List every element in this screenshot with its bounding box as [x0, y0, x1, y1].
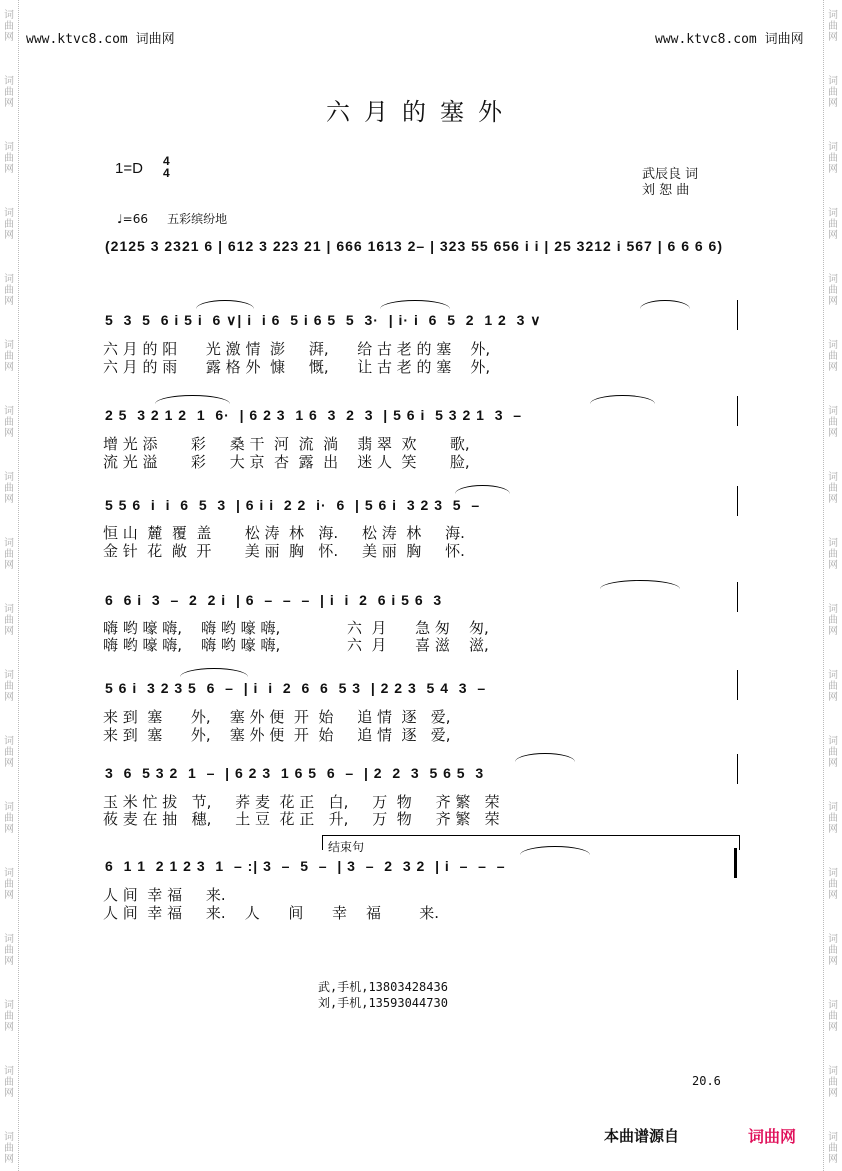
watermark-glyph: 词 曲 网	[4, 736, 14, 769]
contact-line-1: 武,手机,13803428436	[318, 980, 448, 994]
system-7-lyric-verse-1: 人 间 幸 福 来.	[103, 886, 226, 904]
watermark-glyph: 词 曲 网	[828, 538, 838, 571]
watermark-glyph: 词 曲 网	[828, 604, 838, 637]
left-margin-strip	[0, 0, 19, 1171]
watermark-glyph: 词 曲 网	[4, 10, 14, 43]
lyricist-credit: 武辰良 词	[642, 167, 699, 182]
time-signature-top: 4	[163, 154, 170, 168]
composer-credit: 刘 恕 曲	[642, 183, 690, 198]
slur	[155, 395, 230, 404]
watermark-glyph: 词 曲 网	[4, 406, 14, 439]
barline	[737, 396, 738, 426]
tempo-value: ♩=66	[117, 212, 148, 226]
time-signature	[163, 155, 170, 179]
system-1-lyric-verse-1: 六 月 的 阳 光 激 情 澎 湃, 给 古 老 的 塞 外,	[103, 340, 491, 358]
header-left-url[interactable]: www.ktvc8.com 词曲网	[26, 32, 175, 47]
system-2-lyric-verse-2: 流 光 溢 彩 大 京 杏 露 出 迷 人 笑 脸,	[103, 453, 470, 471]
expression-text: 五彩缤纷地	[167, 212, 228, 226]
footer-source-text: 本曲谱源自	[604, 1127, 680, 1145]
barline	[737, 670, 738, 700]
system-7-lyric-verse-2: 人 间 幸 福 来. 人 间 幸 福 来.	[103, 904, 439, 922]
watermark-glyph: 词 曲 网	[4, 142, 14, 175]
watermark-glyph: 词 曲 网	[828, 10, 838, 43]
contact-line-2: 刘,手机,13593044730	[318, 996, 448, 1010]
watermark-glyph: 词 曲 网	[4, 802, 14, 835]
system-2-notes: 2 5 3 2 1 2 1 6· | 6 2 3 1 6 3 2 3 | 5 6 i 5 3 2 1 3 –	[105, 407, 523, 423]
system-4-notes: 6 6 i 3 – 2 2 i | 6 – – – | i i 2 6 i 5 6 3	[105, 592, 443, 608]
system-1-notes: 5 3 5 6 i 5 i 6 ∨| i i 6 5 i 6 5 5 3· | i· i 6 5 2 1 2 3 ∨	[105, 312, 542, 328]
slur	[455, 485, 510, 494]
slur	[515, 753, 575, 762]
final-barline	[734, 848, 737, 878]
watermark-glyph: 词 曲 网	[828, 208, 838, 241]
ending-label: 结束句	[328, 840, 365, 854]
watermark-glyph: 词 曲 网	[4, 208, 14, 241]
system-7-notes: 6 1 1 2 1 2 3 1 – :| 3 – 5 – | 3 – 2 3 2 | i – – –	[105, 858, 506, 874]
watermark-glyph: 词 曲 网	[828, 340, 838, 373]
barline	[737, 486, 738, 516]
watermark-glyph: 词 曲 网	[4, 472, 14, 505]
slur	[196, 300, 254, 309]
watermark-glyph: 词 曲 网	[828, 1132, 838, 1165]
system-6-notes: 3 6 5 3 2 1 – | 6 2 3 1 6 5 6 – | 2 2 3 5 6 5 3	[105, 765, 485, 781]
system-4-lyric-verse-1: 嗨 哟 嚎 嗨, 嗨 哟 嚎 嗨, 六 月 急 匆 匆,	[103, 619, 489, 637]
slur	[600, 580, 680, 589]
right-margin-strip	[823, 0, 842, 1171]
date-stamp: 20.6	[692, 1074, 721, 1088]
slur	[380, 300, 450, 309]
system-2-lyric-verse-1: 增 光 添 彩 桑 干 河 流 淌 翡 翠 欢 歌,	[103, 435, 470, 453]
watermark-glyph: 词 曲 网	[4, 1132, 14, 1165]
system-5-lyric-verse-1: 来 到 塞 外, 塞 外 便 开 始 追 情 逐 爱,	[103, 708, 451, 726]
watermark-glyph: 词 曲 网	[828, 1066, 838, 1099]
system-5-lyric-verse-2: 来 到 塞 外, 塞 外 便 开 始 追 情 逐 爱,	[103, 726, 451, 744]
watermark-glyph: 词 曲 网	[4, 670, 14, 703]
watermark-glyph: 词 曲 网	[828, 868, 838, 901]
time-signature-bottom: 4	[163, 166, 170, 180]
watermark-glyph: 词 曲 网	[4, 1066, 14, 1099]
tempo-mark	[117, 210, 227, 227]
slur	[180, 668, 248, 677]
watermark-glyph: 词 曲 网	[828, 76, 838, 109]
watermark-glyph: 词 曲 网	[4, 1000, 14, 1033]
barline	[737, 582, 738, 612]
barline	[737, 754, 738, 784]
watermark-glyph: 词 曲 网	[4, 76, 14, 109]
key-signature: 1=D	[115, 160, 143, 177]
slur	[640, 300, 690, 309]
system-3-notes: 5 5 6 i i 6 5 3 | 6 i i 2 2 i· 6 | 5 6 i 3 2 3 5 –	[105, 497, 481, 513]
watermark-glyph: 词 曲 网	[828, 142, 838, 175]
watermark-glyph: 词 曲 网	[828, 472, 838, 505]
slur	[590, 395, 655, 404]
song-title: 六月的塞外	[326, 98, 516, 126]
watermark-glyph: 词 曲 网	[828, 802, 838, 835]
system-3-lyric-verse-2: 金 针 花 敞 开 美 丽 胸 怀. 美 丽 胸 怀.	[103, 542, 465, 560]
watermark-glyph: 词 曲 网	[4, 868, 14, 901]
intro-notes: (2125 3 2321 6 | 612 3 223 21 | 666 1613 2– | 323 55 656 i i | 25 3212 i 567 | 6 6 6 6)	[105, 238, 724, 254]
watermark-glyph: 词 曲 网	[828, 406, 838, 439]
system-6-lyric-verse-1: 玉 米 忙 拔 节, 荞 麦 花 正 白, 万 物 齐 繁 荣	[103, 793, 500, 811]
watermark-glyph: 词 曲 网	[4, 934, 14, 967]
watermark-glyph: 词 曲 网	[4, 340, 14, 373]
barline	[737, 300, 738, 330]
system-1-lyric-verse-2: 六 月 的 雨 露 格 外 慷 慨, 让 古 老 的 塞 外,	[103, 358, 491, 376]
watermark-glyph: 词 曲 网	[828, 934, 838, 967]
watermark-glyph: 词 曲 网	[828, 736, 838, 769]
system-6-lyric-verse-2: 莜 麦 在 抽 穗, 土 豆 花 正 升, 万 物 齐 繁 荣	[103, 810, 500, 828]
watermark-glyph: 词 曲 网	[4, 538, 14, 571]
footer-brand-link[interactable]: 词曲网	[748, 1127, 797, 1146]
system-5-notes: 5 6 i 3 2 3 5 6 – | i i 2 6 6 5 3 | 2 2 3 5 4 3 –	[105, 680, 487, 696]
header-right-url[interactable]: www.ktvc8.com 词曲网	[655, 32, 804, 47]
watermark-glyph: 词 曲 网	[4, 604, 14, 637]
watermark-glyph: 词 曲 网	[4, 274, 14, 307]
watermark-glyph: 词 曲 网	[828, 274, 838, 307]
system-4-lyric-verse-2: 嗨 哟 嚎 嗨, 嗨 哟 嚎 嗨, 六 月 喜 滋 滋,	[103, 636, 489, 654]
system-3-lyric-verse-1: 恒 山 麓 覆 盖 松 涛 林 海. 松 涛 林 海.	[103, 524, 465, 542]
watermark-glyph: 词 曲 网	[828, 1000, 838, 1033]
watermark-glyph: 词 曲 网	[828, 670, 838, 703]
